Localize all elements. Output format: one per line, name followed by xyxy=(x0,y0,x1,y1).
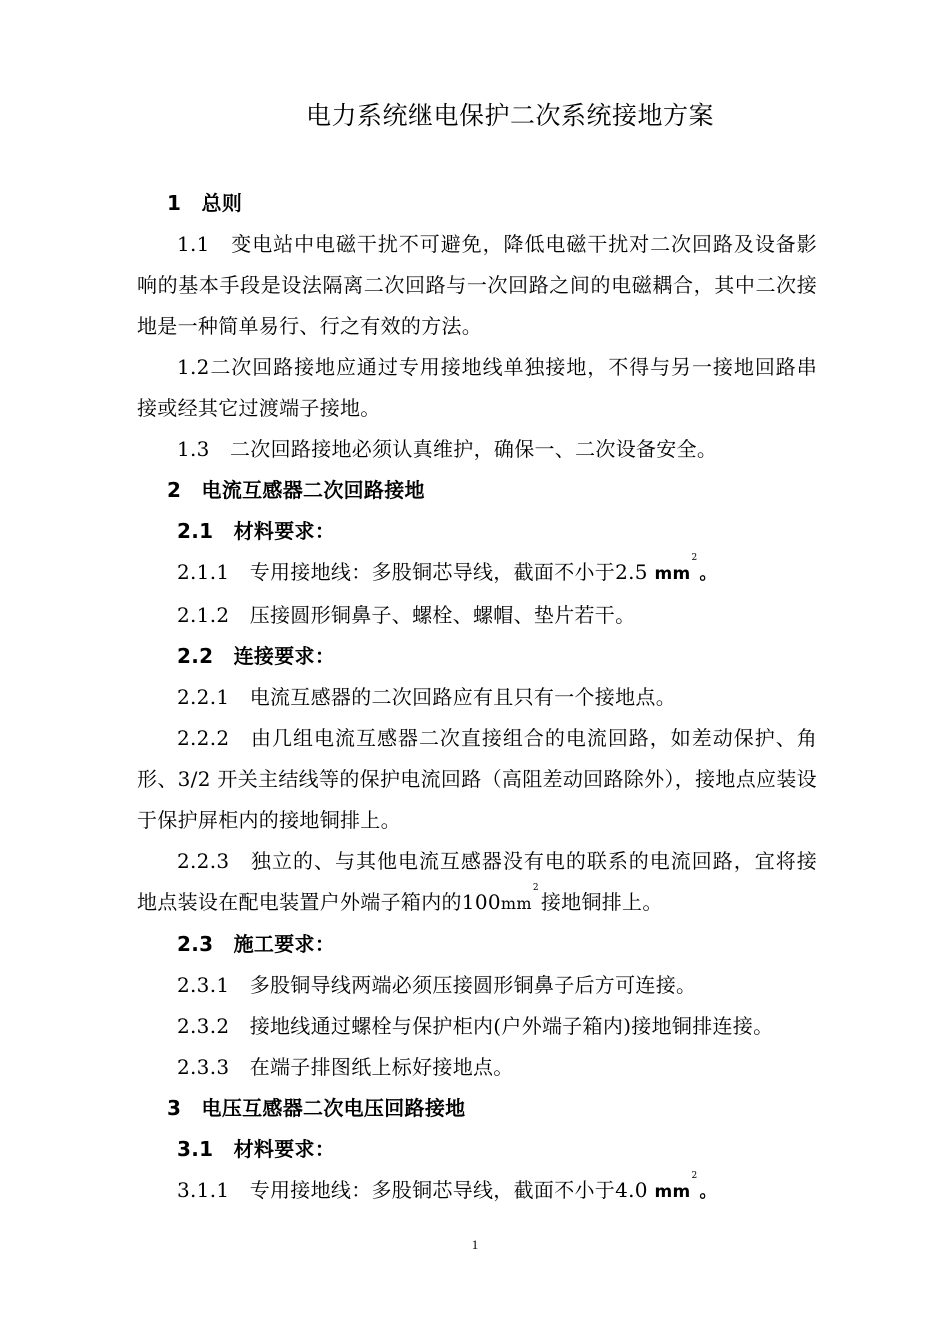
unit-superscript: 2 xyxy=(532,883,539,893)
paragraph-2-3-3: 2.3.3 在端子排图纸上标好接地点。 xyxy=(177,1055,514,1079)
paragraph-2-2-3-text: 2.2.3 独立的、与其他电流互感器没有电的联系的电流回路，宜将接地点装设在配电装置户外端子箱内的100 xyxy=(137,849,817,914)
subsection-heading-2-3: 2.3 施工要求： xyxy=(177,932,336,956)
document-body xyxy=(137,183,817,1213)
paragraph-3-1-1-text: 3.1.1 专用接地线：多股铜芯导线，截面不小于4.0 xyxy=(177,1178,655,1202)
paragraph-2-3-2: 2.3.2 接地线通过螺栓与保护柜内(户外端子箱内)接地铜排连接。 xyxy=(177,1014,774,1038)
paragraph-1-3: 1.3 二次回路接地必须认真维护，确保一、二次设备安全。 xyxy=(177,437,718,461)
paragraph-2-1-1-text: 2.1.1 专用接地线：多股铜芯导线，截面不小于2.5 xyxy=(177,560,655,584)
section-heading-1: 1 总则 xyxy=(167,191,243,215)
paragraph-1-1: 1.1 变电站中电磁干扰不可避免，降低电磁干扰对二次回路及设备影响的基本手段是设法隔离二次回路与一次回路之间的电磁耦合，其中二次接地是一种简单易行、行之有效的方法。 xyxy=(137,232,817,338)
unit-superscript: 2 xyxy=(691,1171,698,1181)
paragraph-2-1-1 xyxy=(137,552,817,595)
paragraph-1-2: 1.2二次回路接地应通过专用接地线单独接地，不得与另一接地回路串接或经其它过渡端子接地。 xyxy=(137,355,817,420)
page-number: 1 xyxy=(471,1237,479,1252)
paragraph-2-1-2: 2.1.2 压接圆形铜鼻子、螺栓、螺帽、垫片若干。 xyxy=(177,603,636,627)
subsection-heading-2-1: 2.1 材料要求： xyxy=(177,519,336,543)
unit-mm: mm xyxy=(654,564,691,584)
unit-mm: mm xyxy=(654,1182,691,1202)
paragraph-3-1-1-end: 。 xyxy=(699,1182,717,1202)
paragraph-2-2-2: 2.2.2 由几组电流互感器二次直接组合的电流回路，如差动保护、角形、3/2 开关主结线等的保护电流回路（高阻差动回路除外），接地点应装设于保护屏柜内的接地铜排上。 xyxy=(137,726,817,832)
paragraph-3-1-1 xyxy=(137,1170,817,1213)
unit-mm: mm xyxy=(500,894,532,913)
section-heading-2: 2 电流互感器二次回路接地 xyxy=(167,478,425,502)
paragraph-2-2-3 xyxy=(137,841,817,924)
unit-superscript: 2 xyxy=(691,553,698,563)
subsection-heading-2-2: 2.2 连接要求： xyxy=(177,644,336,668)
document-title: 电力系统继电保护二次系统接地方案 xyxy=(305,101,714,130)
paragraph-2-3-1: 2.3.1 多股铜导线两端必须压接圆形铜鼻子后方可连接。 xyxy=(177,973,697,997)
paragraph-2-2-1: 2.2.1 电流互感器的二次回路应有且只有一个接地点。 xyxy=(177,685,676,709)
section-heading-3: 3 电压互感器二次电压回路接地 xyxy=(167,1096,466,1120)
paragraph-2-2-3-end: 接地铜排上。 xyxy=(540,890,663,914)
paragraph-2-1-1-end: 。 xyxy=(699,564,717,584)
subsection-heading-3-1: 3.1 材料要求： xyxy=(177,1137,336,1161)
